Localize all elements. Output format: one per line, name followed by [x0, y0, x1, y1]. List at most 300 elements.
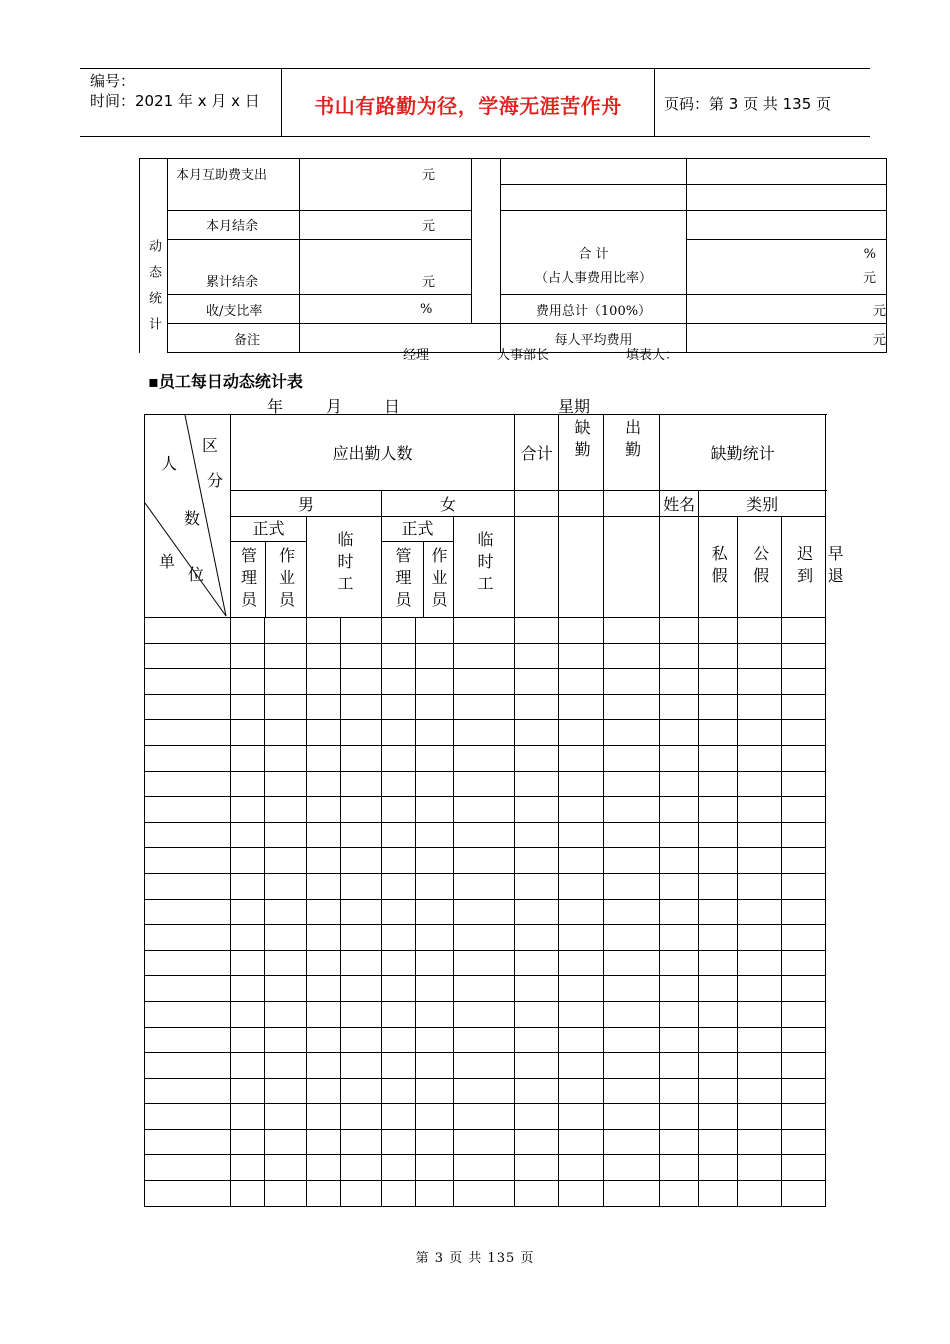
- table-cell[interactable]: [382, 771, 416, 797]
- table-cell[interactable]: [231, 720, 265, 746]
- table-cell[interactable]: [265, 1078, 307, 1104]
- table-cell[interactable]: [341, 1027, 382, 1053]
- table-cell[interactable]: [515, 618, 559, 644]
- table-cell[interactable]: [231, 643, 265, 669]
- table-cell[interactable]: [782, 1129, 826, 1155]
- table-cell[interactable]: [699, 822, 738, 848]
- table-cell[interactable]: [604, 643, 660, 669]
- table-cell[interactable]: [660, 1078, 699, 1104]
- table-cell[interactable]: [307, 822, 341, 848]
- table-cell[interactable]: [265, 925, 307, 951]
- table-cell[interactable]: [515, 1027, 559, 1053]
- table-cell[interactable]: [515, 925, 559, 951]
- table-cell[interactable]: [515, 643, 559, 669]
- table-cell[interactable]: [699, 618, 738, 644]
- table-cell[interactable]: [307, 1001, 341, 1027]
- table-cell[interactable]: [265, 950, 307, 976]
- table-cell[interactable]: [782, 1001, 826, 1027]
- table-cell[interactable]: [265, 618, 307, 644]
- table-cell[interactable]: [559, 873, 604, 899]
- table-cell[interactable]: [660, 1053, 699, 1079]
- table-cell[interactable]: [604, 873, 660, 899]
- table-cell[interactable]: [738, 925, 782, 951]
- table-cell[interactable]: [382, 950, 416, 976]
- table-cell[interactable]: [559, 1129, 604, 1155]
- table-cell[interactable]: [265, 1053, 307, 1079]
- table-cell[interactable]: [515, 873, 559, 899]
- table-cell[interactable]: [145, 899, 231, 925]
- table-cell[interactable]: [307, 925, 341, 951]
- table-cell[interactable]: [454, 720, 515, 746]
- table-cell[interactable]: [341, 976, 382, 1002]
- table-cell[interactable]: [699, 1027, 738, 1053]
- table-cell[interactable]: [265, 873, 307, 899]
- table-cell[interactable]: [145, 797, 231, 823]
- table-cell[interactable]: [559, 669, 604, 695]
- table-cell[interactable]: [782, 669, 826, 695]
- table-cell[interactable]: [782, 950, 826, 976]
- table-cell[interactable]: [145, 925, 231, 951]
- table-cell[interactable]: [454, 771, 515, 797]
- table-cell[interactable]: [231, 694, 265, 720]
- table-cell[interactable]: [382, 745, 416, 771]
- table-cell[interactable]: [699, 1053, 738, 1079]
- table-cell[interactable]: [341, 848, 382, 874]
- table-cell[interactable]: [145, 771, 231, 797]
- table-cell[interactable]: [231, 669, 265, 695]
- table-cell[interactable]: [660, 822, 699, 848]
- table-cell[interactable]: [782, 1155, 826, 1181]
- table-cell[interactable]: [515, 1129, 559, 1155]
- table-cell[interactable]: [604, 925, 660, 951]
- table-cell[interactable]: [307, 745, 341, 771]
- table-cell[interactable]: [231, 848, 265, 874]
- table-cell[interactable]: [265, 1001, 307, 1027]
- table-cell[interactable]: [307, 720, 341, 746]
- table-cell[interactable]: [604, 1155, 660, 1181]
- table-cell[interactable]: [738, 1053, 782, 1079]
- table-cell[interactable]: [145, 1053, 231, 1079]
- table-cell[interactable]: [515, 1155, 559, 1181]
- table-cell[interactable]: [145, 1078, 231, 1104]
- table-cell[interactable]: [660, 848, 699, 874]
- table-cell[interactable]: [604, 1078, 660, 1104]
- table-cell[interactable]: [559, 1181, 604, 1207]
- table-cell[interactable]: [341, 1053, 382, 1079]
- table-cell[interactable]: [559, 848, 604, 874]
- table-cell[interactable]: [699, 1078, 738, 1104]
- table-cell[interactable]: [738, 976, 782, 1002]
- table-cell[interactable]: [416, 848, 454, 874]
- table-cell[interactable]: [382, 1078, 416, 1104]
- table-cell[interactable]: [231, 1001, 265, 1027]
- table-cell[interactable]: [307, 1053, 341, 1079]
- table-cell[interactable]: [382, 1129, 416, 1155]
- table-cell[interactable]: [738, 899, 782, 925]
- table-cell[interactable]: [515, 1078, 559, 1104]
- table-cell[interactable]: [699, 745, 738, 771]
- table-cell[interactable]: [699, 1181, 738, 1207]
- table-cell[interactable]: [231, 1155, 265, 1181]
- table-cell[interactable]: [416, 1104, 454, 1130]
- table-cell[interactable]: [307, 669, 341, 695]
- table-cell[interactable]: [699, 950, 738, 976]
- table-cell[interactable]: [341, 873, 382, 899]
- table-cell[interactable]: [699, 976, 738, 1002]
- table-cell[interactable]: [341, 1155, 382, 1181]
- table-cell[interactable]: [559, 771, 604, 797]
- table-cell[interactable]: [231, 873, 265, 899]
- table-cell[interactable]: [265, 797, 307, 823]
- table-cell[interactable]: [382, 1181, 416, 1207]
- table-cell[interactable]: [782, 1104, 826, 1130]
- table-cell[interactable]: [416, 1027, 454, 1053]
- table-cell[interactable]: [738, 771, 782, 797]
- table-cell[interactable]: [515, 848, 559, 874]
- table-cell[interactable]: [738, 745, 782, 771]
- table-cell[interactable]: [265, 694, 307, 720]
- table-cell[interactable]: [454, 873, 515, 899]
- table-cell[interactable]: [416, 950, 454, 976]
- table-cell[interactable]: [265, 643, 307, 669]
- table-cell[interactable]: [782, 771, 826, 797]
- table-cell[interactable]: [559, 1027, 604, 1053]
- table-cell[interactable]: [738, 1181, 782, 1207]
- table-cell[interactable]: [382, 618, 416, 644]
- table-cell[interactable]: [231, 1027, 265, 1053]
- table-cell[interactable]: [738, 873, 782, 899]
- table-cell[interactable]: [660, 1001, 699, 1027]
- table-cell[interactable]: [660, 669, 699, 695]
- table-cell[interactable]: [559, 1053, 604, 1079]
- table-cell[interactable]: [559, 1104, 604, 1130]
- table-cell[interactable]: [660, 643, 699, 669]
- table-cell[interactable]: [515, 1181, 559, 1207]
- table-cell[interactable]: [738, 1129, 782, 1155]
- table-cell[interactable]: [454, 643, 515, 669]
- table-cell[interactable]: [416, 822, 454, 848]
- table-cell[interactable]: [341, 1181, 382, 1207]
- table-cell[interactable]: [231, 976, 265, 1002]
- table-cell[interactable]: [416, 1078, 454, 1104]
- table-cell[interactable]: [341, 643, 382, 669]
- table-cell[interactable]: [341, 745, 382, 771]
- table-cell[interactable]: [416, 1129, 454, 1155]
- table-cell[interactable]: [660, 925, 699, 951]
- table-cell[interactable]: [265, 1104, 307, 1130]
- table-cell[interactable]: [604, 1104, 660, 1130]
- table-cell[interactable]: [559, 618, 604, 644]
- table-cell[interactable]: [782, 899, 826, 925]
- table-cell[interactable]: [782, 1027, 826, 1053]
- table-cell[interactable]: [416, 797, 454, 823]
- table-cell[interactable]: [559, 976, 604, 1002]
- table-cell[interactable]: [660, 694, 699, 720]
- table-cell[interactable]: [145, 822, 231, 848]
- table-cell[interactable]: [307, 1155, 341, 1181]
- table-cell[interactable]: [604, 822, 660, 848]
- table-cell[interactable]: [604, 1001, 660, 1027]
- table-cell[interactable]: [660, 771, 699, 797]
- table-cell[interactable]: [559, 822, 604, 848]
- table-cell[interactable]: [454, 1129, 515, 1155]
- table-cell[interactable]: [231, 771, 265, 797]
- table-cell[interactable]: [782, 643, 826, 669]
- table-cell[interactable]: [782, 797, 826, 823]
- table-cell[interactable]: [660, 899, 699, 925]
- table-cell[interactable]: [515, 976, 559, 1002]
- table-cell[interactable]: [660, 745, 699, 771]
- table-cell[interactable]: [454, 1001, 515, 1027]
- table-cell[interactable]: [559, 720, 604, 746]
- table-cell[interactable]: [660, 720, 699, 746]
- table-cell[interactable]: [307, 1181, 341, 1207]
- table-cell[interactable]: [604, 618, 660, 644]
- table-cell[interactable]: [454, 797, 515, 823]
- table-cell[interactable]: [341, 618, 382, 644]
- table-cell[interactable]: [416, 669, 454, 695]
- table-cell[interactable]: [738, 694, 782, 720]
- table-cell[interactable]: [307, 950, 341, 976]
- table-cell[interactable]: [738, 669, 782, 695]
- table-cell[interactable]: [416, 1001, 454, 1027]
- table-cell[interactable]: [782, 1053, 826, 1079]
- table-cell[interactable]: [559, 1155, 604, 1181]
- table-cell[interactable]: [660, 1104, 699, 1130]
- table-cell[interactable]: [559, 797, 604, 823]
- table-cell[interactable]: [382, 1104, 416, 1130]
- table-cell[interactable]: [145, 669, 231, 695]
- table-cell[interactable]: [604, 669, 660, 695]
- table-cell[interactable]: [738, 1027, 782, 1053]
- table-cell[interactable]: [660, 1181, 699, 1207]
- table-cell[interactable]: [782, 976, 826, 1002]
- table-cell[interactable]: [307, 976, 341, 1002]
- table-cell[interactable]: [604, 745, 660, 771]
- table-cell[interactable]: [738, 720, 782, 746]
- table-cell[interactable]: [341, 1129, 382, 1155]
- table-cell[interactable]: [515, 797, 559, 823]
- table-cell[interactable]: [382, 797, 416, 823]
- table-cell[interactable]: [604, 848, 660, 874]
- table-cell[interactable]: [145, 1129, 231, 1155]
- table-cell[interactable]: [231, 1181, 265, 1207]
- table-cell[interactable]: [699, 925, 738, 951]
- table-cell[interactable]: [265, 771, 307, 797]
- table-cell[interactable]: [559, 1078, 604, 1104]
- table-cell[interactable]: [515, 1104, 559, 1130]
- table-cell[interactable]: [231, 797, 265, 823]
- table-cell[interactable]: [382, 1155, 416, 1181]
- table-cell[interactable]: [382, 643, 416, 669]
- table-cell[interactable]: [382, 899, 416, 925]
- table-cell[interactable]: [738, 643, 782, 669]
- table-cell[interactable]: [604, 950, 660, 976]
- table-cell[interactable]: [382, 1001, 416, 1027]
- table-cell[interactable]: [307, 873, 341, 899]
- table-cell[interactable]: [738, 1155, 782, 1181]
- table-cell[interactable]: [307, 618, 341, 644]
- table-cell[interactable]: [454, 976, 515, 1002]
- table-cell[interactable]: [699, 1001, 738, 1027]
- table-cell[interactable]: [454, 1104, 515, 1130]
- table-cell[interactable]: [515, 771, 559, 797]
- table-cell[interactable]: [145, 976, 231, 1002]
- table-cell[interactable]: [341, 1104, 382, 1130]
- table-cell[interactable]: [604, 1027, 660, 1053]
- table-cell[interactable]: [382, 669, 416, 695]
- table-cell[interactable]: [782, 925, 826, 951]
- table-cell[interactable]: [782, 822, 826, 848]
- table-cell[interactable]: [307, 771, 341, 797]
- table-cell[interactable]: [454, 1155, 515, 1181]
- table-cell[interactable]: [231, 618, 265, 644]
- table-cell[interactable]: [782, 720, 826, 746]
- table-cell[interactable]: [515, 950, 559, 976]
- table-cell[interactable]: [699, 669, 738, 695]
- table-cell[interactable]: [416, 873, 454, 899]
- table-cell[interactable]: [265, 848, 307, 874]
- table-cell[interactable]: [454, 822, 515, 848]
- table-cell[interactable]: [515, 1001, 559, 1027]
- table-cell[interactable]: [416, 1053, 454, 1079]
- table-cell[interactable]: [604, 694, 660, 720]
- table-cell[interactable]: [341, 797, 382, 823]
- table-cell[interactable]: [515, 720, 559, 746]
- table-cell[interactable]: [231, 1078, 265, 1104]
- table-cell[interactable]: [515, 745, 559, 771]
- table-cell[interactable]: [231, 899, 265, 925]
- table-cell[interactable]: [307, 1078, 341, 1104]
- table-cell[interactable]: [382, 720, 416, 746]
- table-cell[interactable]: [738, 1104, 782, 1130]
- table-cell[interactable]: [231, 1053, 265, 1079]
- table-cell[interactable]: [604, 976, 660, 1002]
- table-cell[interactable]: [559, 1001, 604, 1027]
- table-cell[interactable]: [416, 694, 454, 720]
- table-cell[interactable]: [265, 1027, 307, 1053]
- table-cell[interactable]: [454, 848, 515, 874]
- table-cell[interactable]: [604, 720, 660, 746]
- table-cell[interactable]: [341, 720, 382, 746]
- table-cell[interactable]: [660, 873, 699, 899]
- table-cell[interactable]: [307, 797, 341, 823]
- table-cell[interactable]: [515, 694, 559, 720]
- table-cell[interactable]: [307, 643, 341, 669]
- table-cell[interactable]: [699, 1104, 738, 1130]
- table-cell[interactable]: [231, 822, 265, 848]
- table-cell[interactable]: [782, 618, 826, 644]
- table-cell[interactable]: [699, 797, 738, 823]
- table-cell[interactable]: [382, 925, 416, 951]
- table-cell[interactable]: [660, 618, 699, 644]
- table-cell[interactable]: [782, 745, 826, 771]
- table-cell[interactable]: [559, 925, 604, 951]
- table-cell[interactable]: [307, 1129, 341, 1155]
- table-cell[interactable]: [307, 899, 341, 925]
- table-cell[interactable]: [699, 643, 738, 669]
- table-cell[interactable]: [265, 669, 307, 695]
- table-cell[interactable]: [145, 745, 231, 771]
- table-cell[interactable]: [559, 950, 604, 976]
- table-cell[interactable]: [559, 745, 604, 771]
- table-cell[interactable]: [416, 1181, 454, 1207]
- table-cell[interactable]: [231, 950, 265, 976]
- table-cell[interactable]: [341, 925, 382, 951]
- table-cell[interactable]: [382, 873, 416, 899]
- table-cell[interactable]: [515, 669, 559, 695]
- table-cell[interactable]: [699, 771, 738, 797]
- table-cell[interactable]: [660, 1129, 699, 1155]
- table-cell[interactable]: [145, 1155, 231, 1181]
- table-cell[interactable]: [416, 643, 454, 669]
- table-cell[interactable]: [515, 822, 559, 848]
- table-cell[interactable]: [265, 1129, 307, 1155]
- table-cell[interactable]: [738, 797, 782, 823]
- table-cell[interactable]: [782, 694, 826, 720]
- table-cell[interactable]: [265, 1181, 307, 1207]
- table-cell[interactable]: [416, 771, 454, 797]
- table-cell[interactable]: [341, 669, 382, 695]
- table-cell[interactable]: [604, 1053, 660, 1079]
- table-cell[interactable]: [738, 848, 782, 874]
- table-cell[interactable]: [145, 1104, 231, 1130]
- table-cell[interactable]: [782, 873, 826, 899]
- table-cell[interactable]: [382, 694, 416, 720]
- table-cell[interactable]: [416, 976, 454, 1002]
- table-cell[interactable]: [559, 899, 604, 925]
- table-cell[interactable]: [559, 694, 604, 720]
- table-cell[interactable]: [341, 694, 382, 720]
- table-cell[interactable]: [454, 1053, 515, 1079]
- table-cell[interactable]: [307, 848, 341, 874]
- table-cell[interactable]: [699, 720, 738, 746]
- table-cell[interactable]: [454, 899, 515, 925]
- table-cell[interactable]: [660, 1155, 699, 1181]
- table-cell[interactable]: [231, 1129, 265, 1155]
- table-cell[interactable]: [454, 925, 515, 951]
- table-cell[interactable]: [454, 618, 515, 644]
- table-cell[interactable]: [145, 848, 231, 874]
- table-cell[interactable]: [559, 643, 604, 669]
- table-cell[interactable]: [265, 899, 307, 925]
- table-cell[interactable]: [604, 1181, 660, 1207]
- table-cell[interactable]: [515, 1053, 559, 1079]
- table-cell[interactable]: [307, 1104, 341, 1130]
- table-cell[interactable]: [416, 899, 454, 925]
- table-cell[interactable]: [341, 822, 382, 848]
- table-cell[interactable]: [231, 1104, 265, 1130]
- table-cell[interactable]: [307, 694, 341, 720]
- table-cell[interactable]: [699, 1155, 738, 1181]
- table-cell[interactable]: [265, 976, 307, 1002]
- table-cell[interactable]: [782, 1078, 826, 1104]
- table-cell[interactable]: [416, 720, 454, 746]
- table-cell[interactable]: [341, 771, 382, 797]
- table-cell[interactable]: [515, 899, 559, 925]
- table-cell[interactable]: [416, 925, 454, 951]
- table-cell[interactable]: [231, 925, 265, 951]
- table-cell[interactable]: [416, 745, 454, 771]
- table-cell[interactable]: [145, 720, 231, 746]
- table-cell[interactable]: [382, 1027, 416, 1053]
- table-cell[interactable]: [382, 976, 416, 1002]
- table-cell[interactable]: [341, 1078, 382, 1104]
- table-cell[interactable]: [660, 797, 699, 823]
- table-cell[interactable]: [145, 873, 231, 899]
- table-cell[interactable]: [454, 1027, 515, 1053]
- table-cell[interactable]: [145, 643, 231, 669]
